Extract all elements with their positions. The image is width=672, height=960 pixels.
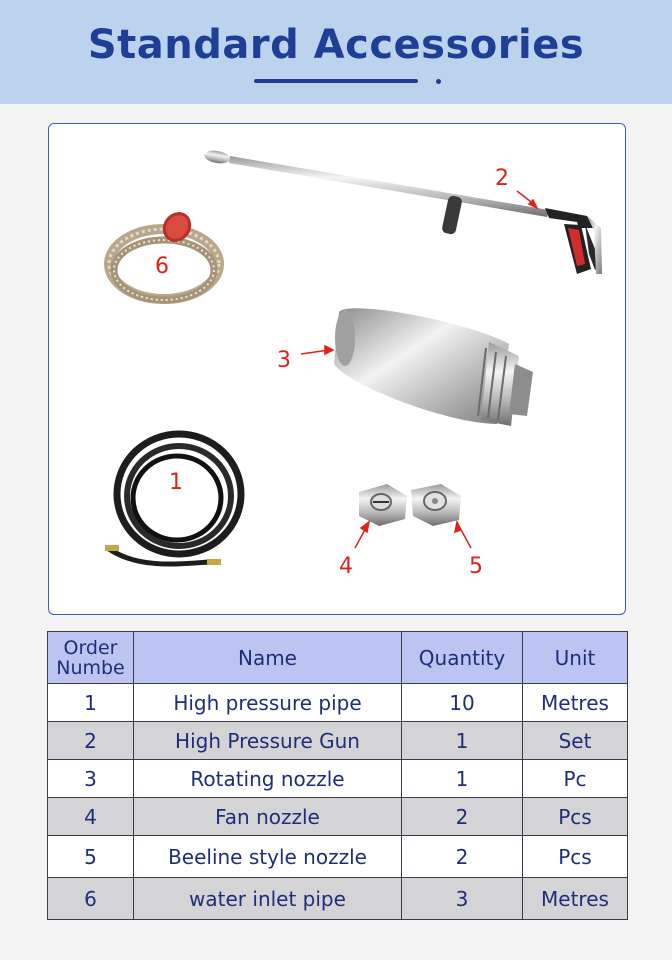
column-header-unit: Unit — [523, 632, 628, 684]
cell-unit: Pcs — [523, 836, 628, 878]
column-header-quantity: Quantity — [402, 632, 523, 684]
page-title: Standard Accessories — [87, 22, 585, 68]
cell-unit: Metres — [523, 684, 628, 722]
table-row — [48, 760, 628, 798]
cell-unit: Set — [523, 722, 628, 760]
cell-unit: Metres — [523, 878, 628, 920]
cell-quantity: 10 — [402, 684, 523, 722]
callout-label: 3 — [277, 348, 291, 373]
callout-label: 2 — [495, 166, 509, 191]
column-header-name: Name — [134, 632, 402, 684]
callout-label: 1 — [169, 470, 183, 495]
high-pressure-pipe — [105, 434, 241, 565]
rotating-nozzle — [334, 308, 533, 426]
cell-name: High Pressure Gun — [134, 722, 402, 760]
header-banner — [0, 0, 672, 104]
cell-order: 6 — [48, 878, 134, 920]
column-header-order-label: Order Numbe — [56, 636, 125, 679]
cell-name: Rotating nozzle — [134, 760, 402, 798]
accessories-table — [47, 631, 628, 920]
cell-quantity: 2 — [402, 798, 523, 836]
cell-order: 5 — [48, 836, 134, 878]
cell-name: water inlet pipe — [134, 878, 402, 920]
cell-order: 2 — [48, 722, 134, 760]
cell-name: High pressure pipe — [134, 684, 402, 722]
beeline-nozzle — [411, 484, 461, 526]
title-underline — [254, 79, 418, 83]
cell-quantity: 1 — [402, 760, 523, 798]
cell-quantity: 2 — [402, 836, 523, 878]
table-row — [48, 722, 628, 760]
cell-order: 4 — [48, 798, 134, 836]
cell-order: 3 — [48, 760, 134, 798]
cell-name: Beeline style nozzle — [134, 836, 402, 878]
column-header-order — [48, 632, 134, 684]
cell-unit: Pc — [523, 760, 628, 798]
cell-name: Fan nozzle — [134, 798, 402, 836]
callout-label: 6 — [155, 254, 169, 279]
accessories-illustration — [49, 124, 627, 616]
cell-unit: Pcs — [523, 798, 628, 836]
cell-order: 1 — [48, 684, 134, 722]
callout-label: 4 — [339, 554, 353, 579]
table-row — [48, 878, 628, 920]
callout-label: 5 — [469, 554, 483, 579]
accessories-photo — [48, 123, 626, 615]
high-pressure-gun — [203, 149, 602, 274]
table-row — [48, 684, 628, 722]
title-underline-dot — [436, 79, 441, 84]
table-header-row — [48, 632, 628, 684]
table-row — [48, 836, 628, 878]
cell-quantity: 3 — [402, 878, 523, 920]
table-row — [48, 798, 628, 836]
cell-quantity: 1 — [402, 722, 523, 760]
fan-nozzle — [359, 484, 407, 526]
